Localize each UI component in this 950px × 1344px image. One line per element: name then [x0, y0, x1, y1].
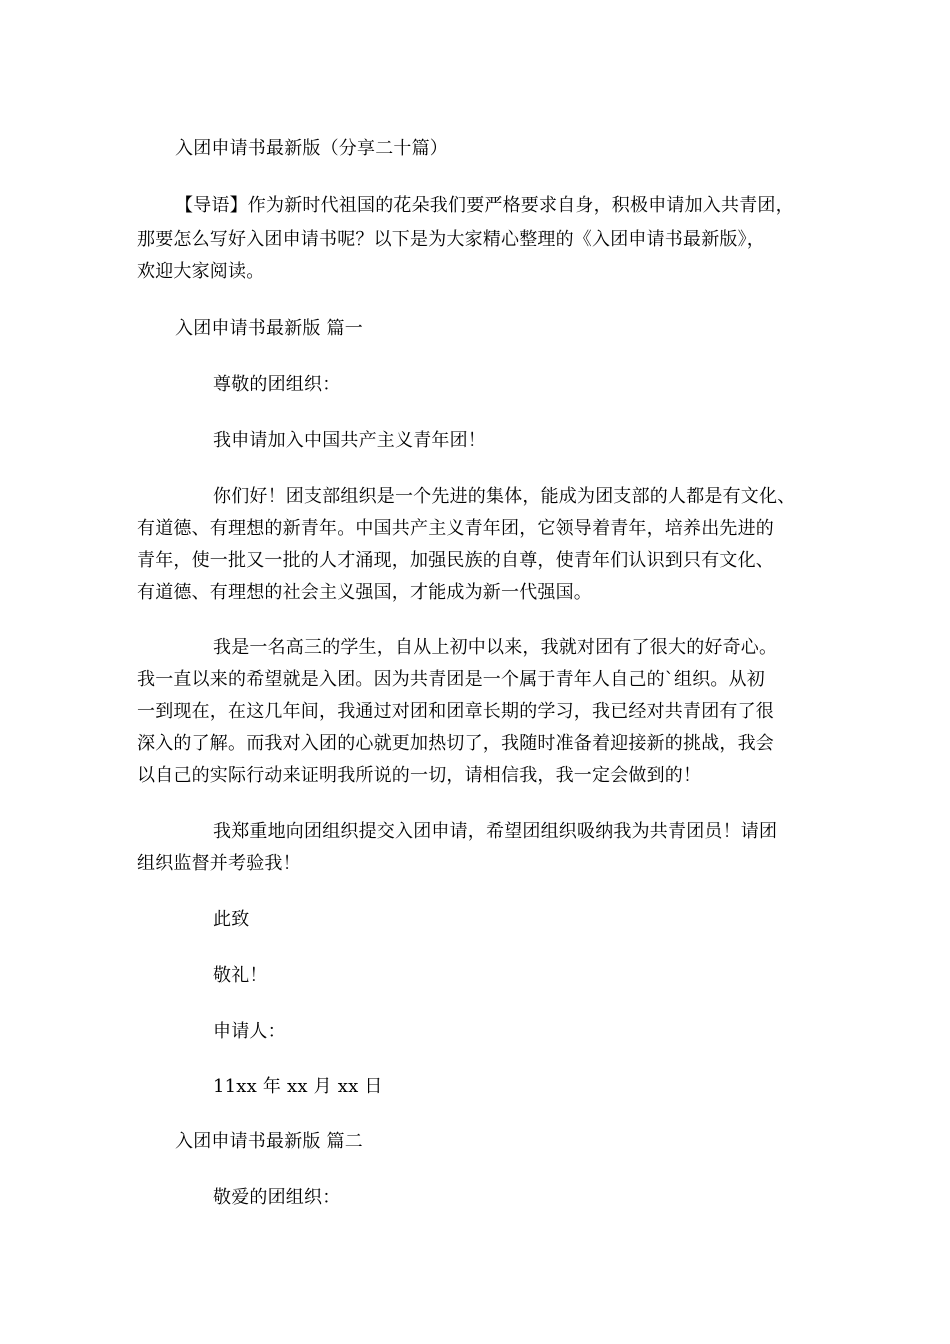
paragraph-line: 组织监督并考验我！ [137, 853, 301, 874]
section2-salutation: 敬爱的团组织： [213, 1187, 341, 1208]
section1-salutation: 尊敬的团组织： [213, 374, 341, 395]
intro-line-1: 【导语】作为新时代祖国的花朵我们要严格要求自身，积极申请加入共青团， [175, 195, 794, 216]
paragraph-line: 我是一名高三的学生，自从上初中以来，我就对团有了很大的好奇心。 [213, 637, 778, 658]
section2-heading: 入团申请书最新版 篇二 [175, 1131, 363, 1152]
closing-line-1: 此致 [213, 909, 250, 930]
closing-line-2: 敬礼！ [213, 965, 268, 986]
signature-label: 申请人： [213, 1021, 286, 1042]
paragraph-line: 有道德、有理想的新青年。中国共产主义青年团，它领导着青年，培养出先进的 [137, 518, 774, 539]
paragraph-line: 青年，使一批又一批的人才涌现，加强民族的自尊，使青年们认识到只有文化、 [137, 550, 774, 571]
intro-line-2: 那要怎么写好入团申请书呢？以下是为大家精心整理的《入团申请书最新版》， [137, 229, 765, 250]
paragraph-line: 有道德、有理想的社会主义强国，才能成为新一代强国。 [137, 582, 592, 603]
document-title: 入团申请书最新版（分享二十篇） [175, 138, 448, 159]
signature-date: 11xx 年 xx 月 xx 日 [213, 1076, 383, 1097]
section1-paragraph-1: 我申请加入中国共产主义青年团！ [213, 430, 486, 451]
paragraph-line: 一到现在，在这几年间，我通过对团和团章长期的学习，我已经对共青团有了很 [137, 701, 774, 722]
paragraph-line: 你们好！团支部组织是一个先进的集体，能成为团支部的人都是有文化、 [213, 486, 796, 507]
paragraph-line: 我郑重地向团组织提交入团申请，希望团组织吸纳我为共青团员！请团 [213, 821, 778, 842]
intro-line-3: 欢迎大家阅读。 [137, 261, 265, 282]
section1-heading: 入团申请书最新版 篇一 [175, 318, 363, 339]
paragraph-line: 我一直以来的希望就是入团。因为共青团是一个属于青年人自己的`组织。从初 [137, 669, 765, 690]
paragraph-line: 深入的了解。而我对入团的心就更加热切了，我随时准备着迎接新的挑战，我会 [137, 733, 774, 754]
paragraph-line: 以自己的实际行动来证明我所说的一切，请相信我，我一定会做到的！ [137, 765, 702, 786]
